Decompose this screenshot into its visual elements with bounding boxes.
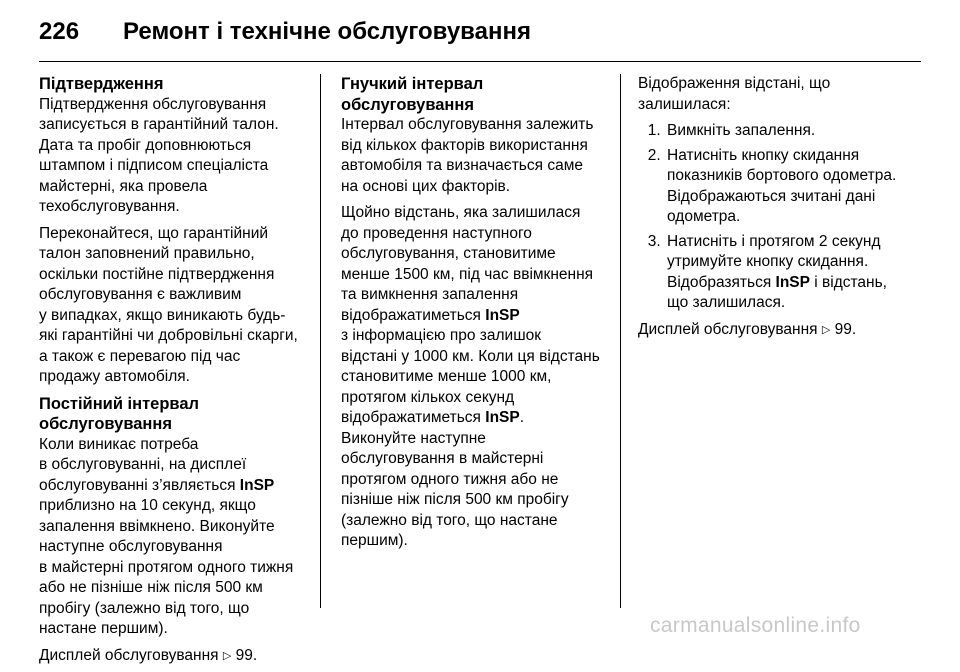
display-code: InSP	[485, 409, 520, 426]
text: з інформацією про залишок відстані у 1000 км. Коли ця відстань становитиме менше 1000 км, протягом кількох секунд відображатиметься	[341, 327, 600, 426]
paragraph	[341, 203, 613, 552]
page-number: 226	[39, 18, 80, 45]
display-code: InSP	[485, 306, 520, 324]
page-title: Ремонт і технічне обслуговування	[123, 18, 531, 45]
text: Дисплей обслуговування	[39, 646, 223, 664]
text: Дисплей обслуговування	[638, 320, 822, 338]
reference-page-link[interactable]: 99.	[235, 646, 258, 664]
list-item	[665, 232, 928, 314]
section-heading-fixed-interval: Постійний інтервал обслуговування	[39, 394, 200, 433]
paragraph: Відображення відстані, що залишилася:	[638, 75, 831, 113]
text: . Виконуйте наступне обслуговування в майстерні протягом одного тижня або не пізніше ніж після 500 км пробігу (залежно від того, що настане першим).	[341, 409, 569, 549]
column-2	[341, 74, 613, 558]
text: Щойно відстань, яка залишилася до проведення наступного обслуговування, становитиме менше 1500 км, під час ввімкнення та вимкнення запалення відображатиметься	[341, 204, 594, 324]
page-header	[39, 18, 531, 48]
list-item: 1. Вимкніть запалення.	[665, 121, 928, 142]
paragraph: Переконайтеся, що гарантійний талон заповнений правильно, оскільки постійне підтвердження обслуговування є важливим у випадках, якщо виникають будь- які гарантійні чи добровільні скарги, а також є перевагою під час продажу автомобіля.	[39, 224, 298, 385]
steps-list	[638, 121, 928, 314]
triangle-right-icon: ▷	[821, 323, 831, 336]
column-divider	[320, 74, 321, 608]
section-heading-confirmation: Підтвердження	[39, 75, 164, 93]
triangle-right-icon: ▷	[222, 649, 232, 662]
display-code: InSP	[775, 273, 810, 291]
column-divider	[620, 74, 621, 608]
column-3	[638, 74, 928, 346]
paragraph	[39, 435, 311, 640]
text: Коли виникає потреба в обслуговуванні, на дисплеї обслуговуванні з’являється	[39, 435, 247, 494]
display-code: InSP	[239, 476, 275, 494]
section-heading-flexible-interval: Гнучкий інтервал обслуговування	[341, 75, 484, 114]
list-item: 2. Натисніть кнопку скидання показників бортового одометра. Відображаються зчитані дані одометра.	[665, 146, 928, 228]
cross-reference	[638, 320, 928, 341]
text: і відстань, що залишилася.	[667, 273, 887, 311]
watermark: carmanualsonline.info	[650, 614, 861, 637]
column-1	[39, 74, 311, 672]
text: Натисніть і протягом 2 секунд утримуйте кнопку скидання. Відобразяться	[667, 232, 881, 291]
cross-reference	[39, 646, 311, 667]
text: приблизно на 10 секунд, якщо запалення ввімкнено. Виконуйте наступне обслуговування в майстерні протягом одного тижня або не пізніше ніж після 500 км пробігу (залежно від того, що настане першим).	[39, 497, 294, 637]
reference-page-link[interactable]: 99.	[834, 320, 857, 338]
header-rule	[39, 61, 921, 62]
paragraph: Інтервал обслуговування залежить від кількох факторів використання автомобіля та визначається саме на основі цих факторів.	[341, 116, 594, 195]
paragraph: Підтвердження обслуговування записується в гарантійний талон. Дата та пробіг доповнюються штампом і підписом спеціаліста майстерні, яка провела техобслуговування.	[39, 95, 279, 215]
